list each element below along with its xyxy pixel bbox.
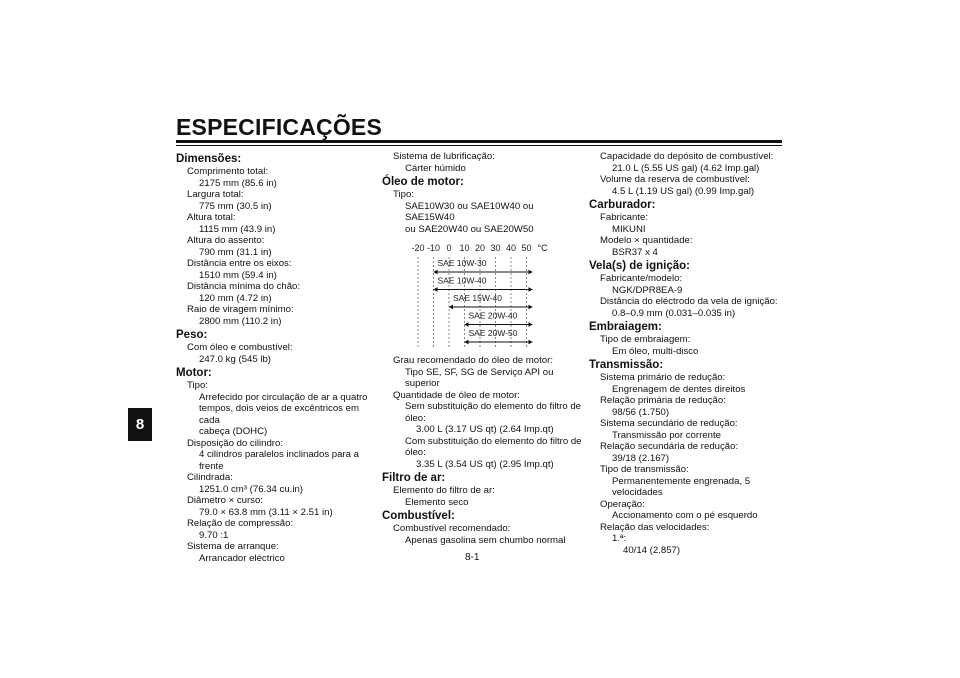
spec-line: Sem substituição do elemento do filtro de xyxy=(405,401,581,412)
tick-label: 20 xyxy=(474,243,486,253)
spec-line: Sistema secundário de redução: xyxy=(600,418,738,429)
tick-label: 50 xyxy=(521,243,532,253)
spec-line: 247.0 kg (545 lb) xyxy=(199,353,271,365)
tick-label: 10 xyxy=(459,243,470,253)
section-heading: Transmissão: xyxy=(589,359,664,371)
spec-line: Accionamento com o pé esquerdo xyxy=(612,510,758,521)
spec-line: Transmissão por corrente xyxy=(612,429,721,441)
spec-line: ou SAE20W40 ou SAE20W50 xyxy=(405,223,534,235)
section-heading: Embraiagem: xyxy=(589,321,662,333)
unit-label: °C xyxy=(537,243,548,253)
range-arrow-right xyxy=(529,322,533,327)
header-rule xyxy=(176,140,782,143)
range-arrow-right xyxy=(529,305,533,310)
section-heading: Dimensões: xyxy=(176,153,242,165)
series-label: SAE 10W-30 xyxy=(437,258,487,268)
spec-line: Capacidade do depósito de combustível: xyxy=(600,151,774,162)
range-arrow-left xyxy=(465,340,469,345)
spec-line: 40/14 (2.857) xyxy=(623,544,681,556)
section-heading: Peso: xyxy=(176,329,208,341)
spec-line: Distância entre os eixos: xyxy=(187,258,292,269)
tick-label: 30 xyxy=(490,243,501,253)
series-label: SAE 20W-40 xyxy=(468,310,518,321)
spec-line: Relação das velocidades: xyxy=(600,521,710,533)
page-title: ESPECIFICAÇÕES xyxy=(176,114,383,140)
spec-line: BSR37 x 4 xyxy=(612,246,658,258)
spec-line: superior xyxy=(405,378,440,389)
spec-line: 98/56 (1.750) xyxy=(612,406,670,418)
series-label: SAE 15W-40 xyxy=(453,293,502,303)
header-rule-thin xyxy=(176,145,782,146)
spec-line: Fabricante/modelo: xyxy=(600,273,683,284)
tick-label: -20 xyxy=(411,243,425,253)
series-label: SAE 20W-50 xyxy=(468,328,518,338)
tick-label: -10 xyxy=(426,243,441,253)
page-number: 8-1 xyxy=(465,552,480,563)
spec-line: Disposição do cilindro: xyxy=(187,437,283,449)
tick-label: 0 xyxy=(446,243,452,253)
spec-line: Arrefecido por circulação de ar a quatro xyxy=(199,391,368,403)
chapter-tab: 8 xyxy=(128,408,152,441)
spec-line: Permanentemente engrenada, 5 xyxy=(612,475,751,487)
spec-line: Modelo × quantidade: xyxy=(600,235,693,246)
spec-line: Elemento do filtro de ar: xyxy=(393,485,495,496)
spec-line: Combustível recomendado: xyxy=(393,523,511,534)
spec-line: SAE10W30 ou SAE10W40 ou SAE15W40 xyxy=(405,200,534,223)
spec-line: 1510 mm (59.4 in) xyxy=(199,269,277,281)
spec-line: tempos, dois veios de excêntricos em cada xyxy=(199,403,359,426)
spec-line: 3.35 L (3.54 US qt) (2.95 Imp.qt) xyxy=(416,458,554,470)
spec-line: 1115 mm (43.9 in) xyxy=(199,223,276,235)
spec-line: Relação primária de redução: xyxy=(600,395,726,406)
spec-line: Raio de viragem mínimo: xyxy=(187,304,294,315)
spec-line: Volume da reserva de combustível: xyxy=(600,174,750,185)
spec-line: Tipo SE, SF, SG de Serviço API ou xyxy=(405,366,554,378)
spec-line: Fabricante: xyxy=(600,212,648,223)
spec-line: Engrenagem de dentes direitos xyxy=(612,383,746,395)
column-right xyxy=(589,151,789,556)
spec-line: 4 cilindros paralelos inclinados para a xyxy=(199,449,359,460)
spec-line: Com óleo e combustível: xyxy=(187,342,293,353)
spec-line: Em óleo, multi-disco xyxy=(612,345,699,357)
oil-viscosity-chart xyxy=(382,235,582,353)
spec-line: NGK/DPR8EA-9 xyxy=(612,284,683,296)
oil-viscosity-chart-svg xyxy=(382,235,582,353)
spec-line: Tipo de transmissão: xyxy=(600,464,689,475)
spec-line: Sistema de arranque: xyxy=(187,541,279,552)
spec-line: Apenas gasolina sem chumbo normal xyxy=(405,534,566,546)
spec-line: Sistema de lubrificação: xyxy=(393,151,495,162)
spec-line: 0.8–0.9 mm (0.031–0.035 in) xyxy=(612,307,736,319)
section-heading: Filtro de ar: xyxy=(382,472,446,484)
spec-line: Diâmetro × curso: xyxy=(187,495,263,506)
tick-label: 40 xyxy=(505,243,517,253)
spec-line: 39/18 (2.167) xyxy=(612,452,670,464)
section-heading: Óleo de motor: xyxy=(382,176,464,188)
spec-line: Tipo: xyxy=(187,380,208,391)
spec-line: Sistema primário de redução: xyxy=(600,372,726,383)
spec-line: Grau recomendado do óleo de motor: xyxy=(393,355,553,366)
spec-line: 1.ª: xyxy=(612,533,627,544)
spec-line: 79.0 × 63.8 mm (3.11 × 2.51 in) xyxy=(199,506,333,518)
spec-line: Distância mínima do chão: xyxy=(187,281,301,292)
range-arrow-right xyxy=(529,287,533,292)
spec-line: 2800 mm (110.2 in) xyxy=(199,315,282,327)
series-label: SAE 10W-40 xyxy=(437,275,487,286)
spec-line: Elemento seco xyxy=(405,496,469,508)
spec-line: Distância do eléctrodo da vela de ignição: xyxy=(600,296,778,307)
range-arrow-right xyxy=(529,340,533,345)
spec-line: 120 mm (4.72 in) xyxy=(199,292,272,304)
spec-line: cabeça (DOHC) xyxy=(199,426,268,437)
spec-line: óleo: xyxy=(405,412,426,424)
spec-line: Quantidade de óleo de motor: xyxy=(393,389,520,401)
spec-line: Altura total: xyxy=(187,212,236,223)
spec-line: 4.5 L (1.19 US gal) (0.99 Imp.gal) xyxy=(612,185,755,197)
spec-line: Tipo: xyxy=(393,189,414,200)
spec-line: Comprimento total: xyxy=(187,166,269,177)
column-middle xyxy=(382,151,582,546)
spec-line: Tipo de embraiagem: xyxy=(600,334,691,345)
spec-line: 3.00 L (3.17 US qt) (2.64 Imp.qt) xyxy=(416,424,554,435)
section-heading: Vela(s) de ignição: xyxy=(589,260,690,272)
range-arrow-left xyxy=(434,287,438,292)
oil-section-bottom xyxy=(382,355,582,546)
spec-line: Operação: xyxy=(600,498,645,510)
range-arrow-right xyxy=(529,270,533,275)
spec-line: velocidades xyxy=(612,487,663,498)
spec-line: Arrancador eléctrico xyxy=(199,552,285,564)
range-arrow-left xyxy=(465,322,469,327)
column-left xyxy=(176,151,376,564)
spec-line: Relação secundária de redução: xyxy=(600,441,739,452)
range-arrow-left xyxy=(434,270,438,275)
range-arrow-left xyxy=(449,305,453,310)
spec-line: 1251.0 cm³ (76.34 cu.in) xyxy=(199,483,303,495)
section-heading: Combustível: xyxy=(382,510,455,522)
spec-line: Largura total: xyxy=(187,189,244,200)
spec-line: 9.70 :1 xyxy=(199,529,229,541)
spec-line: Cilindrada: xyxy=(187,472,233,483)
spec-line: Altura do assento: xyxy=(187,235,265,246)
spec-line: 21.0 L (5.55 US gal) (4.62 Imp.gal) xyxy=(612,162,760,174)
oil-section-top xyxy=(382,151,582,235)
section-heading: Motor: xyxy=(176,367,212,379)
spec-line: Com substituição do elemento do filtro de xyxy=(405,435,582,447)
section-heading: Carburador: xyxy=(589,199,656,211)
spec-line: 790 mm (31.1 in) xyxy=(199,246,272,258)
spec-line: 775 mm (30.5 in) xyxy=(199,200,272,212)
spec-line: 2175 mm (85.6 in) xyxy=(199,177,277,189)
spec-line: Cárter húmido xyxy=(405,162,466,174)
spec-line: óleo: xyxy=(405,447,426,458)
spec-line: frente xyxy=(199,460,224,472)
spec-line: MIKUNI xyxy=(612,223,646,235)
spec-line: Relação de compressão: xyxy=(187,518,294,529)
